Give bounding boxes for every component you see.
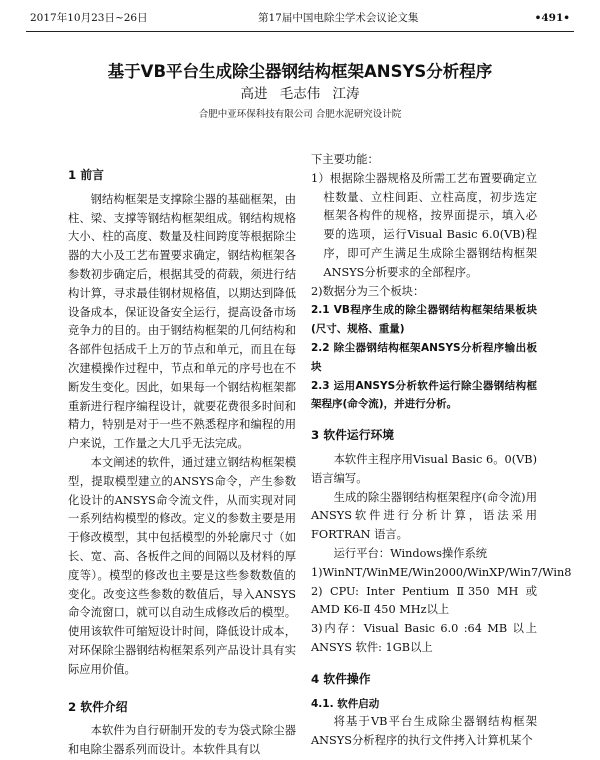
cpu-requirement: 2) CPU: Inter Pentium Ⅱ350 MH 或 AMD K6-Ⅱ 450 MHz以上 [311,584,537,617]
left-column [68,166,296,760]
section-4-1-paragraph-1: 将基于VB平台生成除尘器钢结构框架ANSYS分析程序的执行文件拷入计算机某个 [311,715,537,748]
section-2-paragraph-1: 本软件为自行研制开发的专为袋式除尘器和电除尘器系列而设计。本软件具有以 [68,724,296,757]
section-4-1-heading: 4.1. 软件启动 [311,697,380,710]
section-4-heading: 4 软件操作 [311,671,371,686]
memory-requirement: 3)内存：Visual Basic 6.0 :64 MB 以上 ANSYS 软件: 1GB以上 [311,622,537,654]
os-list: 1)WinNT/WinME/Win2000/WinXP/Win7/Win8 [311,565,572,579]
running-header [26,8,574,28]
os-label: 运行平台：Windows操作系统 [333,546,488,560]
paper-title: 基于VB平台生成除尘器钢结构框架ANSYS分析程序 [107,62,493,81]
paper-authors: 高进 毛志伟 江涛 [240,86,360,102]
header-divider [26,31,574,32]
section-1-heading: 1 前言 [68,168,104,182]
header-page-number: •491• [534,12,570,24]
header-date: 2017年10月23日~26日 [30,12,148,24]
block-2-3: 2.3 运用ANSYS分析软件运行除尘器钢结构框架程序(命令流)，并进行分析。 [311,379,537,411]
section-1-paragraph-1: 钢结构框架是支撑除尘器的基础框架，由柱、梁、支撑等钢结构框架组成。钢结构规格大小、柱的高度、数量及柱间跨度等根据除尘器的大小及工艺布置要求确定，钢结构框架各参数初步确定后，根据其受的荷载，须进行结构计算，寻求最佳钢材规格值，以期达到降低设备成本，保证设备安全运行，提高设备市场竞争力的目的。由于钢结构框架的几何结构和各部件包括成千上万的节点和单元，而且在每次建模操作过程中，节点和单元的序号也在不断发生变化。因此，如果每一个钢结构框架都重新进行程序编程设计，就要花费很多时间和精力，特别是对于一些不熟悉程序和编程的用户来说，工作量之大几乎无法完成。 [68,192,296,451]
header-proceedings-title: 第17届中国电除尘学术会议论文集 [258,12,419,24]
functions-intro: 下主要功能： [311,153,379,166]
section-3-paragraph-2: 生成的除尘器钢结构框架程序(命令流)用ANSYS软件进行分析计算，语法采用FORTRAN 语言。 [311,490,537,542]
right-column [311,151,572,751]
section-3-paragraph-1: 本软件主程序用Visual Basic 6。0(VB)语言编写。 [311,452,537,485]
section-2-heading: 2 软件介绍 [68,699,128,714]
function-2: 2)数据分为三个板块： [311,284,425,298]
block-2-1: 2.1 VB程序生成的除尘器钢结构框架结果板块(尺寸、规格、重量) [311,304,537,336]
section-1-paragraph-2: 本文阐述的软件，通过建立钢结构框架模型，提取模型建立的ANSYS命令，产生参数化设计的ANSYS命令流文件，从而实现对同一系列结构模型的修改。定义的参数主要是用于修改模型，其中包括模型的外轮廓尺寸（如长、宽、高、各板件之间的间隔以及材料的厚度等）。模型的修改也主要是这些参数数值的变化。改变这些参数的数值后，导入ANSYS命令流窗口，就可以自动生成修改后的模型。使用该软件可缩短设计时间，降低设计成本，对环保除尘器钢结构框架系列产品设计具有实际应用价值。 [68,455,296,676]
function-1: 1）根据除尘器规格及所需工艺布置要确定立柱数量、立柱间距、立柱高度，初步选定框架各构件的规格，按界面提示，填入必要的选项，运行Visual Basic 6.0(VB)程序，即可产生满足生成除尘器钢结构框架ANSYS分析要求的全部程序。 [311,171,537,279]
paper-affiliation: 合肥中亚环保科技有限公司 合肥水泥研究设计院 [198,109,402,120]
section-3-heading: 3 软件运行环境 [311,428,395,443]
block-2-2: 2.2 除尘器钢结构框架ANSYS分析程序输出板块 [311,341,537,373]
